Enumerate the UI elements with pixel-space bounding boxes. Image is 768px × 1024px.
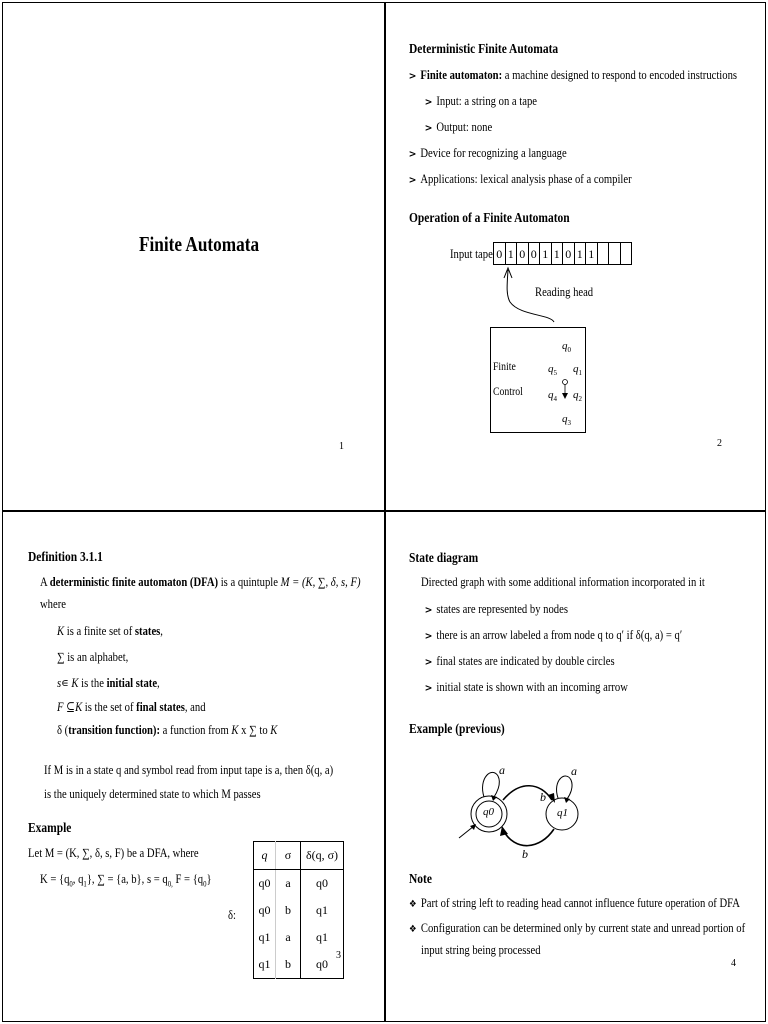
section-heading: Operation of a Finite Automaton <box>409 210 570 225</box>
tape-cell: 1 <box>540 242 552 265</box>
tape-cell: 0 <box>494 242 506 265</box>
example-line: $K = \{q_0$, $q_1$}, ∑ = {a, b}, $s = q_{0,}$ $F = \{q_0\}$ <box>40 872 212 889</box>
slide-heading: State diagram <box>409 550 479 565</box>
tape-cell: 1 <box>552 242 564 265</box>
tape-cell: 1 <box>586 242 598 265</box>
edge-label: b <box>540 790 546 804</box>
chevron-right-icon: > <box>408 175 417 186</box>
input-tape-label: Input tape <box>450 247 493 261</box>
table-cell: q0 <box>254 870 276 898</box>
definition-item: K is a finite set of states, <box>57 624 163 638</box>
table-cell: b <box>276 897 301 924</box>
table-cell: q1 <box>316 903 328 917</box>
chevron-right-icon: > <box>424 123 433 134</box>
chevron-right-icon: > <box>408 71 417 82</box>
tape-cell: 0 <box>563 242 575 265</box>
table-cell: b <box>276 951 301 979</box>
page-number: 3 <box>336 950 341 961</box>
bullet-item: > Device for recognizing a language <box>408 146 567 160</box>
slide-heading: Deterministic Finite Automata <box>409 41 559 56</box>
chevron-right-icon: > <box>424 97 433 108</box>
tape-cell: 0 <box>517 242 529 265</box>
bullet-item: > states are represented by nodes <box>424 602 568 616</box>
note-item: ❖ Configuration can be determined only by current state and unread portion of <box>409 921 746 935</box>
definition-where: where <box>40 597 66 611</box>
start-arrow <box>459 826 474 838</box>
example-heading: Example <box>28 820 72 835</box>
chevron-right-icon: > <box>424 631 433 642</box>
table-cell: q1 <box>254 924 276 951</box>
control-label: Control <box>493 386 523 398</box>
note-heading: Note <box>409 871 432 886</box>
self-loop-q1 <box>557 776 573 799</box>
edge-q1-q0 <box>503 829 554 846</box>
delta-label: δ: <box>228 908 236 922</box>
state-label: $q_1$ <box>573 363 582 378</box>
section-heading: Example (previous) <box>409 721 505 736</box>
table-cell: q1 <box>316 930 328 944</box>
state-label: $q_2$ <box>573 389 582 404</box>
edge-label: a <box>571 764 577 778</box>
chevron-right-icon: > <box>424 683 433 694</box>
diamond-bullet-icon: ❖ <box>409 899 417 910</box>
chevron-right-icon: > <box>424 657 433 668</box>
definition-note: is the uniquely determined state to which M passes <box>44 787 261 801</box>
table-header-cell: σ <box>276 842 301 870</box>
diamond-bullet-icon: ❖ <box>409 924 417 935</box>
self-loop-q0 <box>483 772 500 797</box>
tape-cell: 1 <box>506 242 518 265</box>
reading-head-label: Reading head <box>535 285 594 299</box>
edge-label: b <box>522 847 528 861</box>
bullet-item: > Applications: lexical analysis phase of a compiler <box>408 172 632 186</box>
table-cell: a <box>276 870 301 898</box>
sub-bullet-item: > Input: a string on a tape <box>424 94 538 108</box>
note-item-continued: input string being processed <box>421 943 541 957</box>
table-cell: q0 <box>316 876 328 890</box>
bullet-item: > initial state is shown with an incoming arrow <box>424 680 628 694</box>
definition-item: δ (transition function): a function from K x ∑ to K <box>57 723 278 737</box>
page-number: 2 <box>717 438 722 449</box>
example-line: Let M = (K, ∑, δ, s, F) be a DFA, where <box>28 846 199 860</box>
intro-text: Directed graph with some additional information incorporated in it <box>421 575 705 589</box>
definition-line: A deterministic finite automaton (DFA) is a quintuple M = (K, ∑, δ, s, F) <box>40 575 361 589</box>
state-label: $q_5$ <box>548 363 557 378</box>
table-cell: a <box>276 924 301 951</box>
table-header-cell: q <box>254 842 276 870</box>
bullet-item: > final states are indicated by double circles <box>424 654 615 668</box>
tape-cell: 1 <box>575 242 587 265</box>
table-cell: q0 <box>316 957 328 971</box>
page-number: 1 <box>339 441 344 452</box>
definition-item: ∑ is an alphabet, <box>57 650 129 664</box>
edge-label: a <box>499 763 505 777</box>
chevron-right-icon: > <box>408 149 417 160</box>
bullet-item: > Finite automaton: a machine designed to respond to encoded instructions <box>408 68 738 82</box>
sub-bullet-item: > Output: none <box>424 120 493 134</box>
tape-cell: 0 <box>529 242 541 265</box>
node-label: q1 <box>557 807 568 819</box>
bullet-item: > there is an arrow labeled a from node q to q′ if δ(q, a) = q′ <box>424 628 683 642</box>
table-cell: q1 <box>254 951 276 979</box>
slide-title: Finite Automata <box>139 232 260 256</box>
definition-heading: Definition 3.1.1 <box>28 549 103 564</box>
definition-item: F ⊆K is the set of final states, and <box>57 700 206 714</box>
table-header-cell: δ(q, σ) <box>301 842 344 870</box>
finite-label: Finite <box>493 361 516 373</box>
state-label: $q_0$ <box>562 340 571 355</box>
definition-item: s∊ K is the initial state, <box>57 676 160 690</box>
page-number: 4 <box>731 958 736 969</box>
state-label: $q_3$ <box>562 413 571 428</box>
table-cell: q0 <box>254 897 276 924</box>
chevron-right-icon: > <box>424 605 433 616</box>
definition-note: If M is in a state q and symbol read from input tape is a, then δ(q, a) <box>44 763 334 777</box>
note-item: ❖ Part of string left to reading head cannot influence future operation of DFA <box>409 896 740 910</box>
node-label: q0 <box>483 806 494 818</box>
state-label: $q_4$ <box>548 389 557 404</box>
